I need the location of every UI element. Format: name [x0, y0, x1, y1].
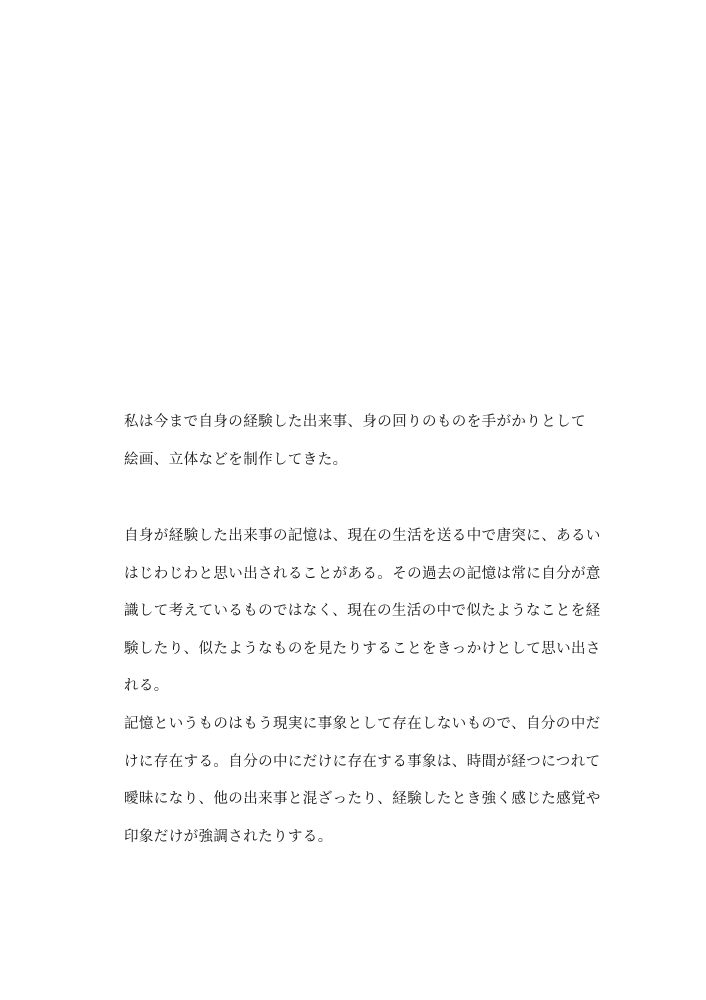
paragraph-2-line-6: 記憶というものはもう現実に事象として存在しないもので、自分の中だ: [124, 715, 601, 732]
paragraph-1: [124, 404, 624, 479]
paragraph-2-line-7: けに存在する。自分の中にだけに存在する事象は、時間が経つにつれて: [124, 753, 601, 770]
paragraph-2-line-1: 自身が経験した出来事の記憶は、現在の生活を送る中で唐突に、あるい: [124, 528, 601, 544]
paragraph-2-line-9: 印象だけが強調されたりする。: [124, 828, 333, 845]
paragraph-1-line-2: 絵画、立体などを制作してきた。: [124, 451, 348, 468]
paragraph-2-line-4: 験したり、似たようなものを見たりすることをきっかけとして思い出さ: [124, 640, 601, 657]
paragraph-2-line-2: はじわじわと思い出されることがある。その過去の記憶は常に自分が意: [124, 565, 601, 582]
paragraph-1-line-1: 私は今まで自身の経験した出来事、身の回りのものを手がかりとして: [124, 414, 586, 430]
paragraph-2-line-8: 曖昧になり、他の出来事と混ざったり、経験したとき強く感じた感覚や: [124, 791, 601, 808]
paragraph-2-line-5: れる。: [124, 678, 169, 695]
paragraph-2-line-3: 識して考えているものではなく、現在の生活の中で似たようなことを経: [124, 603, 601, 620]
paragraph-2: [124, 518, 624, 856]
